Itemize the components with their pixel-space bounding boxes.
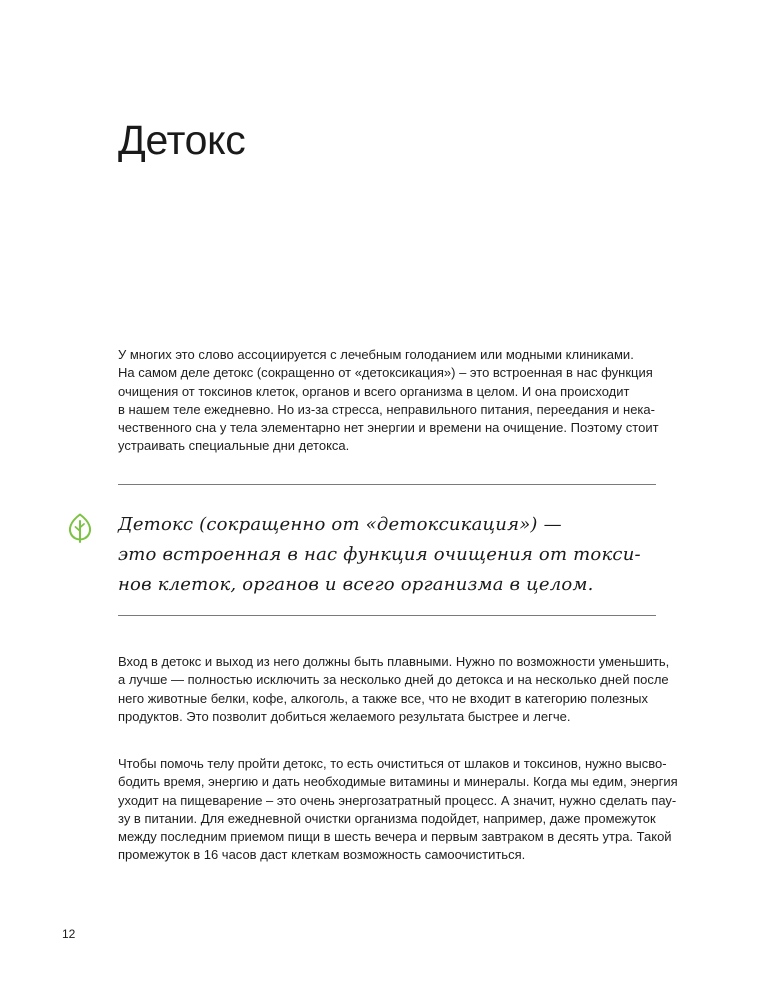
intro-line: чественного сна у тела элементарно нет энергии и времени на очищение. Поэтому стоит <box>118 420 659 436</box>
body-line: зу в питании. Для ежедневной очистки организма подойдет, например, даже промежуток <box>118 810 656 826</box>
intro-paragraph <box>118 346 678 456</box>
leaf-icon <box>67 513 93 543</box>
intro-line: устраивать специальные дни детокса. <box>118 438 350 454</box>
intro-line: в нашем теле ежедневно. Но из-за стресса, неправильного питания, переедания и нека- <box>118 401 655 417</box>
body-line: промежуток в 16 часов даст клеткам возможность самоочиститься. <box>118 847 526 863</box>
page-title: Детокс <box>118 117 246 163</box>
quote-top-divider <box>118 484 656 485</box>
intro-line: На самом деле детокс (сокращенно от «детоксикация») – это встроенная в нас функция <box>118 365 653 381</box>
entry-line: продуктов. Это позволит добиться желаемого результата быстрее и легче. <box>118 708 571 724</box>
pull-quote <box>118 510 678 600</box>
quote-line: нов клеток, органов и всего организма в целом. <box>118 574 594 595</box>
intro-line: У многих это слово ассоциируется с лечебным голоданием или модными клиниками. <box>118 347 634 362</box>
entry-line: Вход в детокс и выход из него должны быть плавными. Нужно по возможности уменьшить, <box>118 654 670 669</box>
page-number: 12 <box>62 927 76 941</box>
body-line: между последним приемом пищи в шесть вечера и первым завтраком в десять утра. Такой <box>118 829 672 845</box>
entry-line: него животные белки, кофе, алкоголь, а также все, что не входит в категорию полезных <box>118 690 649 706</box>
quote-line: это встроенная в нас функция очищения от токси- <box>118 544 641 565</box>
body-paragraph <box>118 755 678 865</box>
body-line: уходит на пищеварение – это очень энергозатратный процесс. А значит, нужно сделать пау- <box>118 792 677 808</box>
entry-line: а лучше — полностью исключить за несколько дней до детокса и на несколько дней после <box>118 672 669 688</box>
entry-paragraph <box>118 653 678 726</box>
quote-bottom-divider <box>118 615 656 616</box>
body-line: Чтобы помочь телу пройти детокс, то есть очиститься от шлаков и токсинов, нужно высво- <box>118 756 667 771</box>
body-line: бодить время, энергию и дать необходимые витамины и минералы. Когда мы едим, энергия <box>118 774 678 790</box>
intro-line: очищения от токсинов клеток, органов и всего организма в целом. И она происходит <box>118 383 630 399</box>
quote-line: Детокс (сокращенно от «детоксикация») — <box>118 514 562 535</box>
